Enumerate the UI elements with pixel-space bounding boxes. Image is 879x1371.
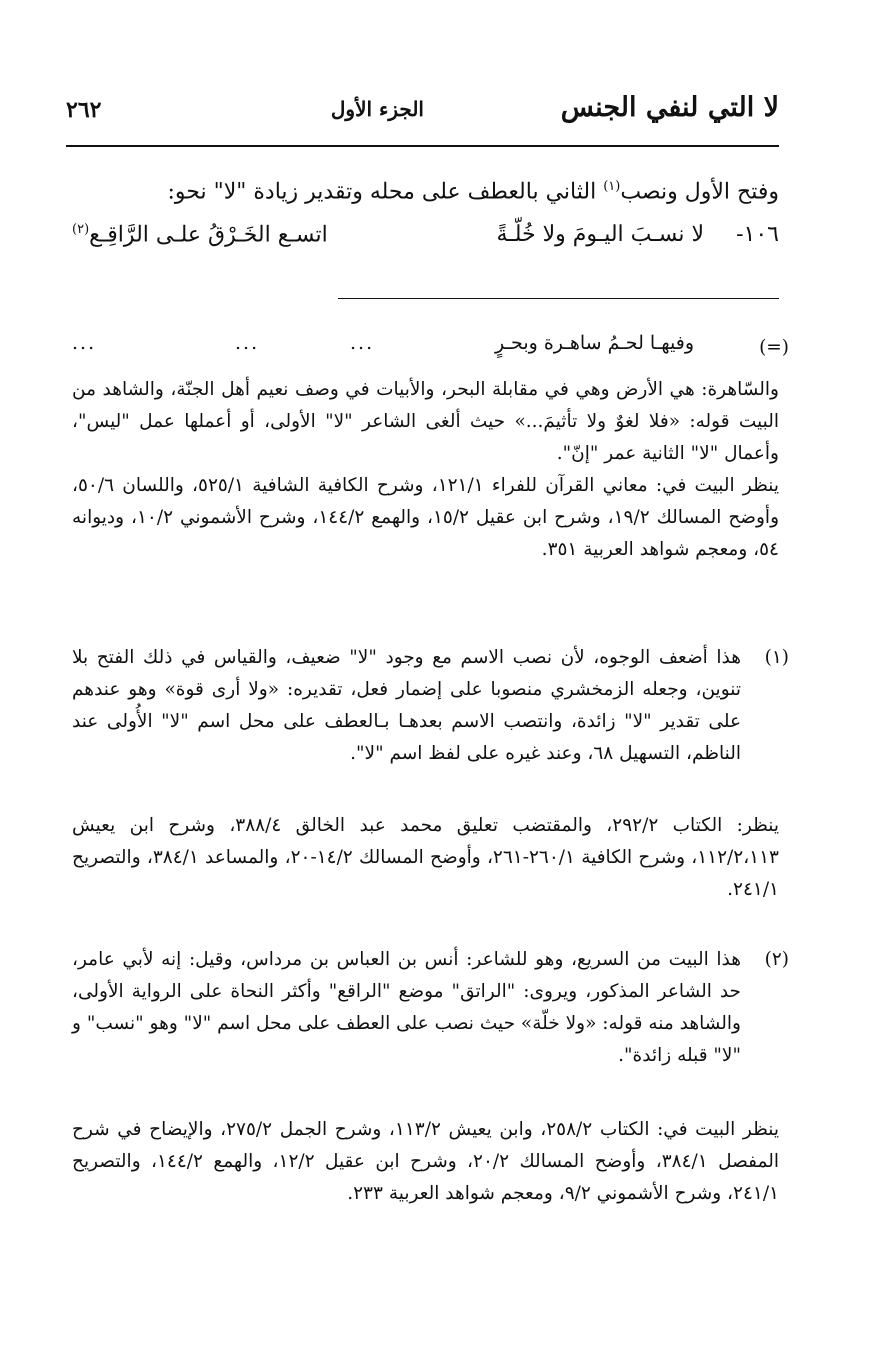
verse-ellipsis: ... [235, 332, 260, 354]
footnote-paragraph: والسّاهرة: هي الأرض وهي في مقابلة البحر، والأبيات في وصف نعيم أهل الجنّة، والشاهد من البيت قوله: «فلا لغوٌ ولا تأثيمَ...» حيث ألغى الشاعر "لا" الأولى، أو أعملها عمل "ليس"، وأعمال "لا" الثانية عمر "إنّ". [72, 379, 779, 464]
body-text-start: وفتح الأول ونصب [620, 179, 779, 205]
verse-second-text: اتسـع الخَـرْقُ علـى الرَّاقِـع [89, 222, 328, 248]
footnote-paragraph: هذا أضعف الوجوه، لأن نصب الاسم مع وجود "لا" ضعيف، والقياس في ذلك الفتح بلا تنوين، وجعله الزمخشري منصوبا على إضمار فعل، تقديره: «ولا أرى قوة» وهو عندهم على تقدير "لا" زائدة، وانتصب الاسم بعدهـا بـالعطف على محل اسم "لا" الأُولى عند الناظم، التسهيل ٦٨، وعند غيره على لفظ اسم "لا". [72, 647, 741, 764]
verse-second-hemistich [72, 222, 328, 247]
footnote-sources: ينظر: الكتاب ٢٩٢/٢، والمقتضب تعليق محمد عبد الخالق ٣٨٨/٤، وشرح ابن يعيش ١١٢/٢،١١٣، وشرح الكافية ٢٦٠/١-٢٦١، وأوضح المسالك ١٤/٢-٢٠، والمساعد ٣٨٤/١، والتصريح ٢٤١/١. [72, 815, 779, 900]
footnote-sources: ينظر البيت في: معاني القرآن للفراء ١٢١/١، وشرح الكافية الشافية ٥٢٥/١، واللسان ٥٠/٦، وأوضح المسالك ١٩/٢، وشرح ابن عقيل ١٥/٢، والهمع ١٤٤/٢، وشرح الأشموني ١٠/٢، وديوانه ٥٤، ومعجم شواهد العربية ٣٥١. [72, 475, 779, 560]
footnote-ref-1: (١) [603, 179, 621, 194]
footnote-1-sources [72, 810, 779, 906]
verse-first-hemistich: لا نسـبَ اليـومَ ولا خُلّـةً [496, 222, 704, 247]
footnote-paragraph: هذا البيت من السريع، وهو للشاعر: أنس بن العباس بن مرداس، وقيل: إنه لأبي عامر، حد الشاعر المذكور، ويروى: "الراتق" موضع "الراقع" وأكثر النحاة على الرواية الأولى، والشاهد منه قوله: «ولا خلّة» حيث نصب على العطف على محل اسم "لا" وهو "نسب" و "لا" قبله زائدة". [72, 949, 741, 1066]
verse-ellipsis: ... [350, 332, 375, 354]
running-title: لا التي لنفي الجنس [560, 92, 779, 123]
footnote-1 [72, 642, 741, 770]
footnote-verse-hemistich: وفيهـا لحـمُ ساهـرة وبحـرٍ [495, 332, 694, 354]
verse-ellipsis: ... [72, 332, 97, 354]
verse-number: ١٠٦- [736, 222, 779, 247]
footnote-separator [338, 298, 779, 299]
header-rule [66, 145, 779, 147]
footnote-continued-body [72, 374, 779, 566]
footnote-2 [72, 944, 741, 1072]
volume-label: الجزء الأول [330, 97, 424, 121]
footnote-mark-2: (٢) [764, 949, 789, 970]
body-text-end: الثاني بالعطف على محله وتقدير زيادة "لا" نحو: [167, 179, 604, 205]
footnote-2-sources [72, 1114, 779, 1210]
footnote-sources: ينظر البيت في: الكتاب ٢٥٨/٢، وابن يعيش ١١٣/٢، وشرح الجمل ٢٧٥/٢، والإيضاح في شرح المفصل ٣٨٤/١، وأوضح المسالك ٢٠/٢، وشرح ابن عقيل ١٢/٢، والهمع ١٤٤/٢، والتصريح ٢٤١/١، وشرح الأشموني ٩/٢، ومعجم شواهد العربية ٢٣٣. [72, 1119, 779, 1204]
body-paragraph [72, 170, 779, 209]
footnote-mark-1: (١) [764, 647, 789, 668]
footnote-ref-2: (٢) [72, 222, 90, 237]
page-number: ٢٦٢ [66, 97, 102, 123]
footnote-mark-continued: (=) [759, 337, 789, 358]
